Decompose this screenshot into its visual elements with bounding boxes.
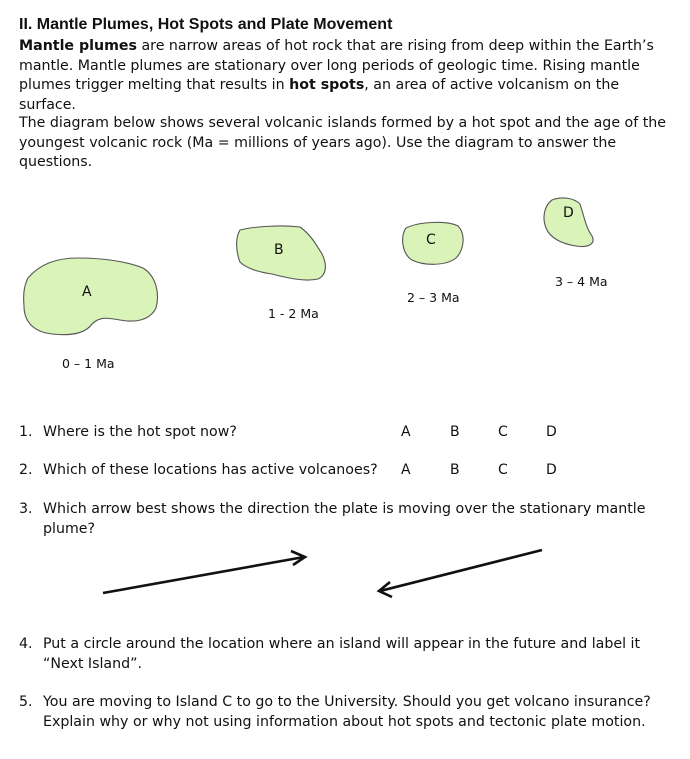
question-2 — [19, 461, 399, 481]
question-5-text: You are moving to Island C to go to the University. Should you get volcano insurance? Explain why or why not using information about hot spots and tectonic plate motion. — [43, 694, 651, 730]
question-5-number: 5. — [19, 694, 33, 710]
question-3-number: 3. — [19, 501, 33, 517]
term-mantle-plumes: Mantle plumes — [19, 38, 137, 54]
question-2-number: 2. — [19, 462, 33, 478]
q1-option-b[interactable]: B — [450, 424, 460, 440]
question-2-text: Which of these locations has active volcanoes? — [43, 462, 378, 478]
question-3 — [19, 500, 659, 539]
island-d-label: D — [563, 205, 574, 221]
question-4-text: Put a circle around the location where an island will appear in the future and label it “Next Island”. — [43, 636, 641, 672]
island-c-age: 2 – 3 Ma — [407, 290, 460, 305]
question-4 — [19, 635, 684, 674]
section-heading: II. Mantle Plumes, Hot Spots and Plate Movement — [19, 16, 393, 33]
intro-text-2: , an area of active volcanism on the surface. — [19, 77, 620, 113]
island-b-age: 1 - 2 Ma — [268, 306, 319, 321]
intro-text-1: are narrow areas of hot rock that are rising from deep within the Earth’s mantle. Mantle plumes are stationary over long periods of geologic time. Rising mantle plumes trigger melting that results in — [19, 38, 654, 93]
question-1-number: 1. — [19, 424, 33, 440]
q1-option-c[interactable]: C — [498, 424, 508, 440]
q2-option-c[interactable]: C — [498, 462, 508, 478]
arrow-left-choice[interactable] — [379, 550, 542, 597]
q1-option-a[interactable]: A — [401, 424, 411, 440]
q1-option-d[interactable]: D — [546, 424, 557, 440]
island-d-age: 3 – 4 Ma — [555, 274, 608, 289]
hot-spot-island-diagram — [0, 190, 690, 390]
island-b-label: B — [274, 242, 284, 258]
intro-paragraph — [19, 37, 679, 115]
question-1 — [19, 423, 379, 443]
term-hot-spots: hot spots — [289, 77, 365, 93]
q2-option-a[interactable]: A — [401, 462, 411, 478]
question-3-text: Which arrow best shows the direction the plate is moving over the stationary mantle plume? — [43, 501, 646, 537]
q2-option-d[interactable]: D — [546, 462, 557, 478]
arrow-choices — [0, 540, 690, 610]
q2-option-b[interactable]: B — [450, 462, 460, 478]
island-a-label: A — [82, 284, 92, 300]
question-1-text: Where is the hot spot now? — [43, 424, 237, 440]
diagram-intro-paragraph: The diagram below shows several volcanic islands formed by a hot spot and the age of the youngest volcanic rock (Ma = millions of years ago). Use the diagram to answer the questions. — [19, 115, 667, 170]
arrow-right-choice[interactable] — [103, 551, 305, 593]
question-4-number: 4. — [19, 636, 33, 652]
island-a-age: 0 – 1 Ma — [62, 356, 115, 371]
island-c-label: C — [426, 232, 436, 248]
question-5 — [19, 693, 684, 732]
